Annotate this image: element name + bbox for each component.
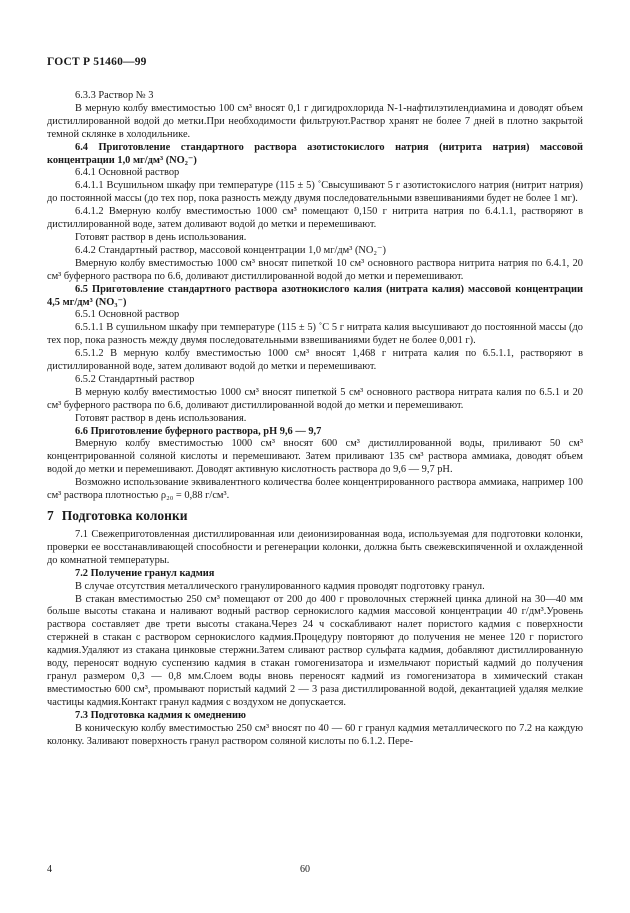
paragraph: В стакан вместимостью 250 см³ помещают от 200 до 400 г проволочных стержней цинка длиной на 30—40 мм больше высоты стакана и наливают водный раствор сернокислого кадмия массовой концентрации 40 г/дм³.Уровень раствора составляет две трети высоты стакана.Через 24 ч соскабливают налет пористого кадмия с поверхности стержней в стакан с раствором сернокислого кадмия.Процедуру повторяют до получения не менее 120 г пористого кадмия.Удаляют из стакана цинковые стержни.Затем сливают раствор сульфата кадмия, добавляют дистиллированную воду, переносят водную суспензию кадмия в стакан гомогенизатора и измельчают пористый кадмий до получения гранул размером 0,3 — 0,8 мм.Слоем воды вновь переносят кадмий из гомогенизатора в химический стакан вместимостью 600 см³, промывают пористый кадмий 2 — 3 раза дистиллированной водой, декантацией удаляя мелкие частицы кадмия.Контакт гранул кадмия с воздухом не допускается. <box>47 593 583 708</box>
paragraph: 6.5.1.2 В мерную колбу вместимостью 1000 см³ вносят 1,468 г нитрата калия по 6.5.1.1, растворяют в дистиллированной воде, затем доливают водой до метки и перемешивают. <box>47 348 583 373</box>
paragraph: 6.5.1 Основной раствор <box>75 309 180 321</box>
standard-header: ГОСТ Р 51460—99 <box>47 56 147 68</box>
paragraph: 6.4.1 Основной раствор <box>75 167 180 179</box>
paragraph: В коническую колбу вместимостью 250 см³ вносят по 40 — 60 г гранул кадмия металлического по 7.2 на каждую колонку. Заливают поверхность гранул раствором соляной кислоты по 6.1.2. Пере- <box>47 722 583 747</box>
paragraph: 6.4 Приготовление стандартного раствора азотистокислого натрия (нитрита натрия) массовой концентрации 1,0 мг/дм³ (NO₂⁻) <box>47 141 583 166</box>
page-number-left: 4 <box>47 864 52 875</box>
paragraph: В мерную колбу вместимостью 100 см³ вносят 0,1 г дигидрохлорида N-1-нафтилэтилендиамина и доводят объем дистиллированной водой до метки.При необходимости фильтруют.Раствор хранят не более 7 дней в плотно закрытой темной склянке в холодильнике. <box>47 102 583 140</box>
paragraph: В случае отсутствия металлического гранулированного кадмия проводят подготовку гранул. <box>75 580 485 592</box>
paragraph: 6.4.1.2 Вмерную колбу вместимостью 1000 см³ помещают 0,150 г нитрита натрия по 6.4.1.1, растворяют в дистиллированной воде, затем доливают водой до метки и перемешивают. <box>47 206 583 231</box>
section-6-paragraphs <box>47 90 583 503</box>
section-number: 7 <box>47 508 54 523</box>
document-body <box>47 90 583 748</box>
paragraph: 6.5.1.1 В сушильном шкафу при температуре (115 ± 5) ˚С 5 г нитрата калия высушивают до постоянной массы (до тех пор, пока разность между двумя последовательными взвешиваниями будет не более 0,001 г). <box>47 322 583 347</box>
paragraph: 6.6 Приготовление буферного раствора, рН 9,6 — 9,7 <box>75 425 322 437</box>
paragraph: 6.5.2 Стандартный раствор <box>75 373 195 385</box>
paragraph: Вмерную колбу вместимостью 1000 см³ вносят 600 см³ дистиллированной воды, приливают 50 см³ концентрированной соляной кислоты и перемешивают. Затем приливают 135 см³ раствора аммиака, доводят объем водой до метки и перемешивают. Доводят активную кислотность раствора до 9,6 — 9,7 рН. <box>47 438 583 476</box>
section-heading <box>47 508 583 524</box>
paragraph: 6.4.1.1 Всушильном шкафу при температуре (115 ± 5) ˚Свысушивают 5 г азотистокислого натрия (нитрит натрия) до постоянной массы (до тех пор, пока разность между двумя последовательными взвешиваниями будет не более 1 мг). <box>47 180 583 205</box>
paragraph: Готовят раствор в день использования. <box>75 231 247 243</box>
paragraph: 6.4.2 Стандартный раствор, массовой концентрации 1,0 мг/дм³ (NO₂⁻) <box>75 244 386 256</box>
paragraph: 6.5 Приготовление стандартного раствора азотнокислого калия (нитрата калия) массовой концентрации 4,5 мг/дм³ (NO₃⁻) <box>47 283 583 308</box>
paragraph: 7.3 Подготовка кадмия к омеднению <box>75 709 246 721</box>
paragraph: Готовят раствор в день использования. <box>75 412 247 424</box>
paragraph: Возможно использование эквивалентного количества более концентрированного раствора аммиака, например 100 см³ раствора плотностью ρ₂₀ = 0,88 г/см³. <box>47 477 583 502</box>
paragraph: 7.2 Получение гранул кадмия <box>75 567 215 579</box>
paragraph: В мерную колбу вместимостью 1000 см³ вносят пипеткой 5 см³ основного раствора нитрата калия по 6.5.1 и 20 см³ буферного раствора по 6.6, доливают дистиллированной водой до метки и перемешивают. <box>47 386 583 411</box>
paragraph: 6.3.3 Раствор № 3 <box>75 90 154 101</box>
section-7-paragraphs <box>47 529 583 748</box>
section-title: Подготовка колонки <box>61 508 188 523</box>
page-number-center: 60 <box>300 864 310 875</box>
paragraph: Вмерную колбу вместимостью 1000 см³ вносят пипеткой 10 см³ основного раствора нитрита натрия по 6.4.1, 20 см³ буферного раствора по 6.6, доливают дистиллированной водой до метки и перемешивают. <box>47 257 583 282</box>
paragraph: 7.1 Свежеприготовленная дистиллированная или деионизированная вода, используемая для подготовки колонки, проверки ее восстанавливающей способности и регенерации колонки, должна быть свежевскипяченной и охлажденной до комнатной температуры. <box>47 529 583 566</box>
